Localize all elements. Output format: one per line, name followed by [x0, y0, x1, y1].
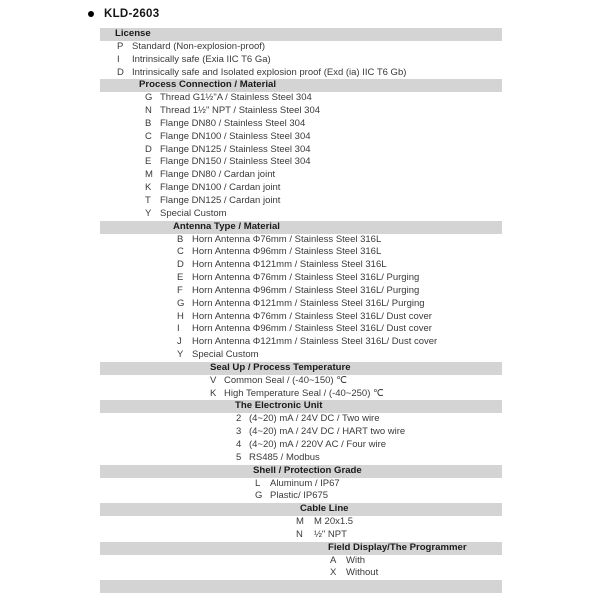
code-item-row [100, 426, 502, 439]
item-code: H [177, 310, 184, 322]
code-item-row [100, 375, 502, 388]
item-code: G [145, 92, 153, 104]
code-item-row [100, 452, 502, 465]
section-header: Antenna Type / Material [100, 221, 502, 234]
item-description: (4~20) mA / 220V AC / Four wire [249, 439, 387, 450]
item-description: Without [346, 567, 379, 579]
code-item-row [100, 323, 502, 336]
section-header: Seal Up / Process Temperature [100, 362, 502, 375]
item-description: High Temperature Seal / (-40~250) ℃ [224, 387, 384, 399]
item-code: G [255, 490, 263, 502]
item-description: Horn Antenna Φ76mm / Stainless Steel 316L [192, 233, 382, 245]
code-item-row [100, 118, 502, 131]
item-description: Standard (Non-explosion-proof) [132, 40, 266, 52]
item-description: Aluminum / IP67 [270, 477, 340, 489]
item-code: C [177, 246, 184, 258]
item-description: Horn Antenna Φ96mm / Stainless Steel 316L/ Dust cover [192, 323, 432, 335]
item-code: Y [145, 207, 152, 219]
item-code: N [145, 105, 152, 117]
item-description: Thread G1½"A / Stainless Steel 304 [160, 92, 312, 104]
item-code: J [177, 336, 182, 348]
item-description: Plastic/ IP675 [270, 490, 329, 502]
code-item-row [100, 336, 502, 349]
item-code: C [145, 130, 152, 142]
code-item-row [100, 246, 502, 259]
item-code: P [117, 40, 124, 52]
item-code: N [296, 528, 303, 540]
item-code: T [145, 194, 151, 206]
item-code: 4 [236, 439, 242, 450]
page-title-row [88, 6, 159, 22]
item-code: X [330, 567, 337, 579]
item-description: (4~20) mA / 24V DC / HART two wire [249, 426, 406, 438]
code-item-row [100, 234, 502, 247]
bullet-icon [88, 11, 94, 17]
item-code: D [177, 259, 184, 271]
item-description: With [346, 554, 365, 566]
item-code: K [210, 387, 217, 399]
code-item-row [100, 182, 502, 195]
code-item-row [100, 388, 502, 401]
item-description: Flange DN80 / Cardan joint [160, 169, 276, 181]
code-item-row [100, 67, 502, 80]
code-item-row [100, 349, 502, 362]
item-description: Flange DN150 / Stainless Steel 304 [160, 156, 311, 168]
item-description: Horn Antenna Φ121mm / Stainless Steel 316L [192, 259, 387, 271]
item-code: D [145, 143, 152, 155]
code-item-row [100, 285, 502, 298]
section-header: The Electronic Unit [100, 400, 502, 413]
item-description: Horn Antenna Φ76mm / Stainless Steel 316L/ Purging [192, 272, 420, 284]
item-description: M 20x1.5 [314, 516, 354, 528]
item-code: G [177, 297, 185, 309]
code-item-row [100, 490, 502, 503]
item-description: Intrinsically safe (Exia IIC T6 Ga) [132, 53, 271, 65]
code-item-row [100, 529, 502, 542]
item-code: I [177, 323, 180, 335]
item-description: Flange DN125 / Cardan joint [160, 194, 281, 206]
code-item-row [100, 54, 502, 67]
empty-code-bar [100, 580, 502, 593]
item-description: Flange DN100 / Cardan joint [160, 182, 281, 194]
item-code: A [330, 554, 337, 566]
item-code: K [145, 182, 152, 194]
item-code: F [177, 284, 183, 296]
code-item-row [100, 439, 502, 452]
item-code: D [117, 66, 124, 78]
page-title: KLD-2603 [104, 8, 160, 20]
item-description: Thread 1½" NPT / Stainless Steel 304 [160, 105, 321, 117]
code-item-row [100, 105, 502, 118]
item-description: Horn Antenna Φ96mm / Stainless Steel 316L/ Purging [192, 284, 420, 296]
item-description: (4~20) mA / 24V DC / Two wire [249, 413, 380, 425]
item-code: B [145, 117, 152, 129]
code-item-row [100, 131, 502, 144]
code-item-row [100, 478, 502, 491]
item-code: V [210, 374, 217, 386]
code-item-row [100, 144, 502, 157]
item-code: L [255, 477, 261, 489]
code-item-row [100, 259, 502, 272]
item-code: M [296, 516, 304, 528]
order-code-table [100, 28, 502, 593]
item-description: Special Custom [192, 349, 259, 361]
section-header: License [100, 28, 502, 41]
item-description: Flange DN125 / Stainless Steel 304 [160, 143, 311, 155]
item-description: ½" NPT [314, 528, 347, 540]
item-code: B [177, 233, 184, 245]
section-header: Process Connection / Material [100, 79, 502, 92]
code-item-row [100, 311, 502, 324]
code-item-row [100, 195, 502, 208]
code-item-row [100, 169, 502, 182]
item-description: Flange DN100 / Stainless Steel 304 [160, 130, 311, 142]
code-item-row [100, 92, 502, 105]
item-description: Horn Antenna Φ121mm / Stainless Steel 316L/ Dust cover [192, 336, 438, 348]
code-item-row [100, 298, 502, 311]
item-code: 5 [236, 451, 242, 463]
code-item-row [100, 567, 502, 580]
item-code: 2 [236, 413, 242, 425]
item-description: Intrinsically safe and Isolated explosion proof (Exd (ia) IIC T6 Gb) [132, 66, 407, 78]
item-code: M [145, 169, 153, 181]
item-description: Horn Antenna Φ76mm / Stainless Steel 316L/ Dust cover [192, 310, 432, 322]
item-description: Special Custom [160, 207, 227, 219]
item-description: RS485 / Modbus [249, 451, 320, 463]
code-item-row [100, 41, 502, 54]
item-code: E [177, 272, 184, 284]
item-description: Horn Antenna Φ96mm / Stainless Steel 316L [192, 246, 382, 258]
item-description: Horn Antenna Φ121mm / Stainless Steel 316L/ Purging [192, 297, 425, 309]
code-item-row [100, 413, 502, 426]
item-code: Y [177, 349, 184, 361]
section-header: Shell / Protection Grade [100, 465, 502, 478]
item-description: Flange DN80 / Stainless Steel 304 [160, 117, 306, 129]
code-item-row [100, 555, 502, 568]
code-item-row [100, 156, 502, 169]
item-code: 3 [236, 426, 242, 438]
section-header: Cable Line [100, 503, 502, 516]
item-code: I [117, 53, 120, 65]
item-code: E [145, 156, 152, 168]
code-item-row [100, 208, 502, 221]
item-description: Common Seal / (-40~150) ℃ [224, 374, 347, 386]
code-item-row [100, 516, 502, 529]
section-header: Field Display/The Programmer [100, 542, 502, 555]
code-item-row [100, 272, 502, 285]
